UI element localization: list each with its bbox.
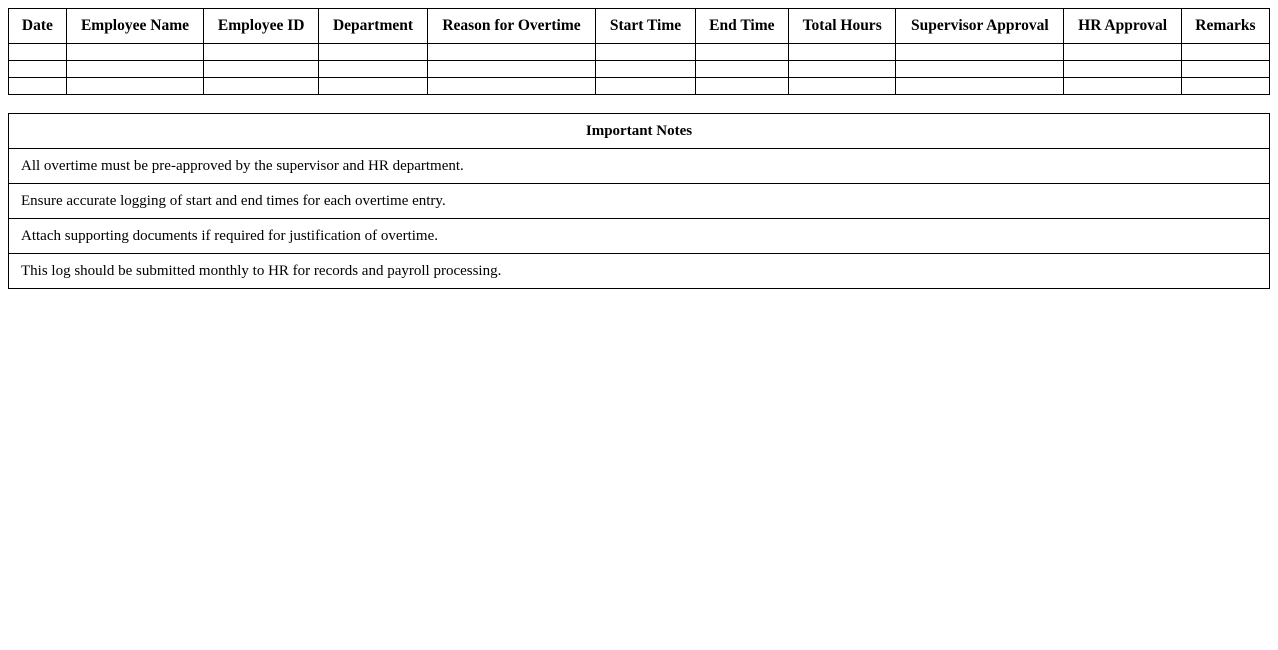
column-header-employee-id: Employee ID [204,9,319,44]
column-header-start-time: Start Time [596,9,695,44]
note-item: This log should be submitted monthly to HR for records and payroll processing. [9,254,1270,289]
table-cell[interactable] [66,44,203,61]
table-cell[interactable] [427,44,596,61]
table-cell[interactable] [204,61,319,78]
notes-title: Important Notes [9,114,1270,149]
column-header-supervisor-approval: Supervisor Approval [896,9,1064,44]
notes-header-row [9,114,1270,149]
note-row [9,219,1270,254]
table-cell[interactable] [788,44,895,61]
table-cell[interactable] [319,44,427,61]
table-cell[interactable] [596,78,695,95]
table-cell[interactable] [319,61,427,78]
table-cell[interactable] [896,61,1064,78]
table-cell[interactable] [319,78,427,95]
note-item: Attach supporting documents if required for justification of overtime. [9,219,1270,254]
table-cell[interactable] [9,61,67,78]
note-row [9,184,1270,219]
page-content [8,8,1270,289]
column-header-remarks: Remarks [1181,9,1269,44]
table-row [9,61,1270,78]
table-cell[interactable] [427,78,596,95]
note-row [9,149,1270,184]
column-header-hr-approval: HR Approval [1064,9,1182,44]
table-cell[interactable] [788,78,895,95]
note-item: Ensure accurate logging of start and end times for each overtime entry. [9,184,1270,219]
important-notes-table [8,113,1270,289]
table-cell[interactable] [596,61,695,78]
table-cell[interactable] [66,78,203,95]
table-cell[interactable] [204,44,319,61]
note-row [9,254,1270,289]
table-row [9,44,1270,61]
table-cell[interactable] [1064,61,1182,78]
column-header-end-time: End Time [695,9,788,44]
column-header-department: Department [319,9,427,44]
header-row [9,9,1270,44]
table-cell[interactable] [695,78,788,95]
table-cell[interactable] [788,61,895,78]
table-row [9,78,1270,95]
table-cell[interactable] [695,44,788,61]
table-cell[interactable] [9,44,67,61]
table-cell[interactable] [596,44,695,61]
table-cell[interactable] [1064,44,1182,61]
table-cell[interactable] [896,78,1064,95]
table-cell[interactable] [1181,44,1269,61]
table-cell[interactable] [1181,61,1269,78]
table-cell[interactable] [1064,78,1182,95]
table-cell[interactable] [1181,78,1269,95]
column-header-total-hours: Total Hours [788,9,895,44]
column-header-reason: Reason for Overtime [427,9,596,44]
table-cell[interactable] [896,44,1064,61]
table-cell[interactable] [695,61,788,78]
table-cell[interactable] [66,61,203,78]
overtime-log-table [8,8,1270,95]
table-cell[interactable] [204,78,319,95]
table-cell[interactable] [9,78,67,95]
table-cell[interactable] [427,61,596,78]
column-header-date: Date [9,9,67,44]
column-header-employee-name: Employee Name [66,9,203,44]
note-item: All overtime must be pre-approved by the supervisor and HR department. [9,149,1270,184]
